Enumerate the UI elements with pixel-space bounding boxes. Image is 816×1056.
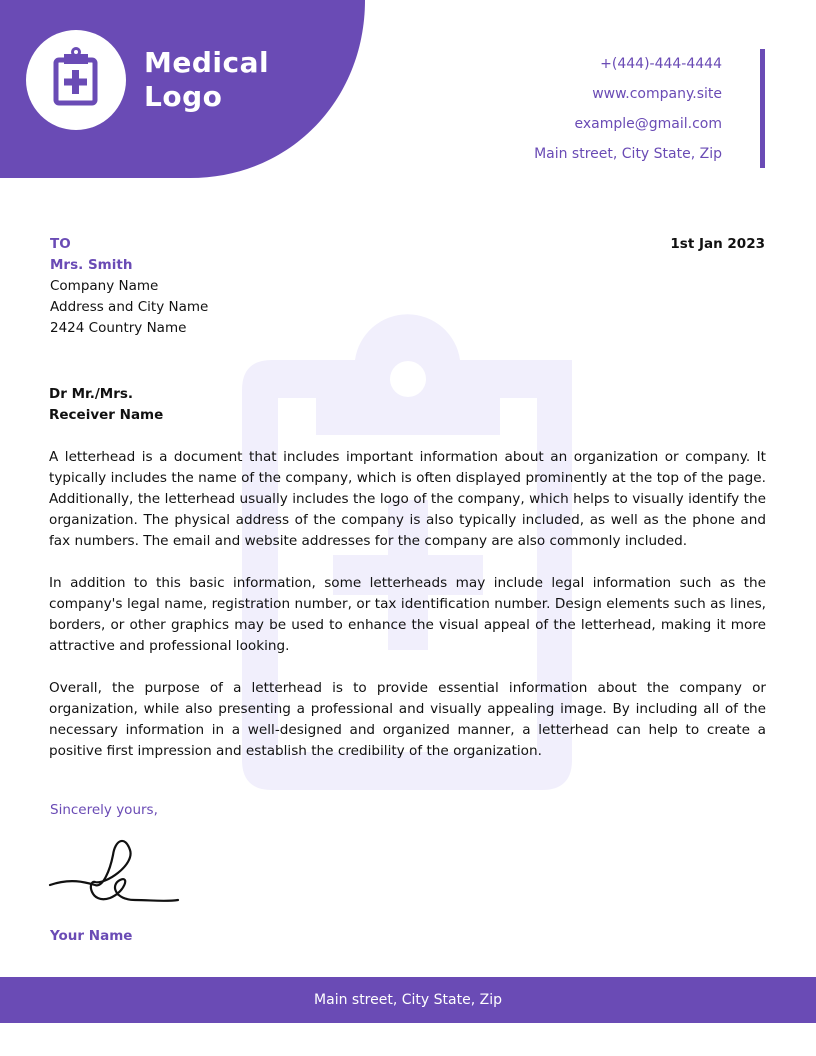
to-label: TO [50, 236, 71, 252]
body-paragraph-3: Overall, the purpose of a letterhead is to provide essential information about the company or organization, while also presenting a professional and visually appealing image. By including all of the necessary information in a well-designed and organized manner, a letterhead can help to create a positive first impression and establish the credibility of the organization. [49, 680, 766, 759]
logo-text [144, 46, 269, 114]
footer-bar [0, 977, 816, 1023]
signature [45, 830, 185, 910]
salutation-line-2: Receiver Name [49, 407, 164, 423]
recipient-address: Address and City Name [50, 299, 209, 315]
accent-bar [760, 49, 765, 168]
clipboard-plus-icon [26, 30, 126, 130]
contact-address: Main street, City State, Zip [534, 146, 722, 162]
recipient-country: 2424 Country Name [50, 320, 187, 336]
signer-name: Your Name [50, 928, 133, 944]
footer-address: Main street, City State, Zip [314, 992, 502, 1008]
recipient-name: Mrs. Smith [50, 257, 133, 273]
logo-line-2: Logo [144, 80, 223, 113]
salutation-line-1: Dr Mr./Mrs. [49, 386, 134, 402]
body-paragraph-1: A letterhead is a document that includes important information about an organization or company. It typically includes the name of the company, which is often displayed prominently at the top of the page. Additionally, the letterhead usually includes the logo of the company, which helps to visually identify the organization. The physical address of the company is also typically included, as well as the phone and fax numbers. The email and website addresses for the company are also commonly included. [49, 449, 766, 549]
contact-email[interactable]: example@gmail.com [574, 116, 722, 132]
recipient-company: Company Name [50, 278, 159, 294]
body-paragraph-2: In addition to this basic information, some letterheads may include legal information such as the company's legal name, registration number, or tax identification number. Design elements such as lines, borders, or other graphics may be used to enhance the visual appeal of the letterhead, making it more attractive and professional looking. [49, 575, 766, 654]
contact-phone: +(444)-444-4444 [600, 56, 722, 72]
letter-date: 1st Jan 2023 [670, 236, 765, 252]
contact-website[interactable]: www.company.site [592, 86, 722, 102]
logo-line-1: Medical [144, 46, 270, 79]
closing: Sincerely yours, [50, 802, 158, 818]
logo-badge [26, 30, 126, 130]
